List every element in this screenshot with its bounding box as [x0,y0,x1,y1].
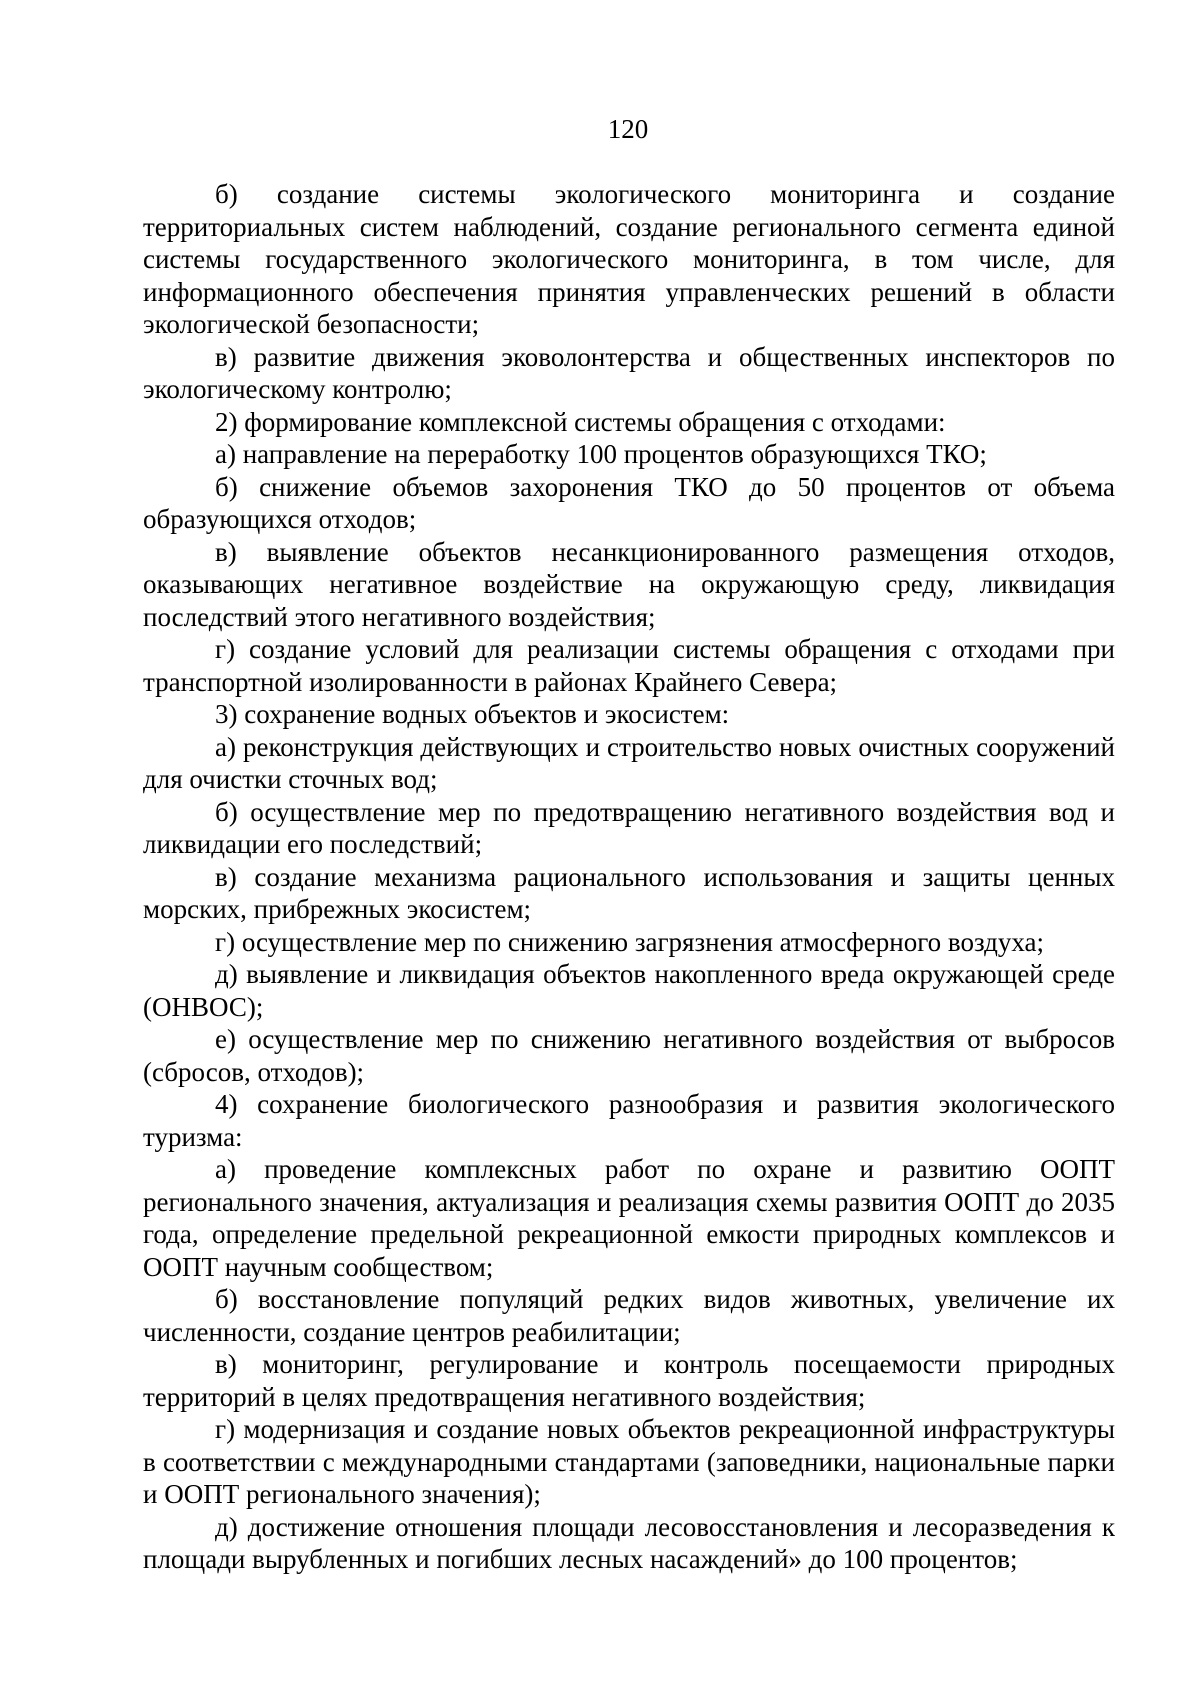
paragraph: 4) сохранение биологического разнообразия и развития экологического туризма: [143,1089,1115,1152]
paragraph: а) реконструкция действующих и строительство новых очистных сооружений для очистки сточных вод; [143,731,1115,794]
paragraph: д) выявление и ликвидация объектов накопленного вреда окружающей среде (ОНВОС); [143,959,1115,1022]
paragraph: д) достижение отношения площади лесовосстановления и лесоразведения к площади вырубленных и погибших лесных насаждений» до 100 процентов; [143,1511,1115,1574]
paragraph: г) создание условий для реализации системы обращения с отходами при транспортной изолированности в районах Крайнего Севера; [143,634,1115,697]
paragraph: б) создание системы экологического мониторинга и создание территориальных систем наблюдений, создание регионального сегмента единой системы государственного экологического мониторинга, в том числе, для информационного обеспечения принятия управленческих решений в области экологической безопасности; [143,179,1115,339]
paragraph: г) модернизация и создание новых объектов рекреационной инфраструктуры в соответствии с международными стандартами (заповедники, национальные парки и ООПТ регионального значения); [143,1414,1115,1509]
paragraph: а) проведение комплексных работ по охране и развитию ООПТ регионального значения, актуализация и реализация схемы развития ООПТ до 2035 года, определение предельной рекреационной емкости природных комплексов и ООПТ научным сообществом; [143,1154,1115,1282]
page-number: 120 [607,114,649,144]
paragraph: в) мониторинг, регулирование и контроль посещаемости природных территорий в целях предотвращения негативного воздействия; [143,1349,1115,1412]
paragraph: б) снижение объемов захоронения ТКО до 50 процентов от объема образующихся отходов; [143,471,1115,534]
paragraph: а) направление на переработку 100 процентов образующихся ТКО; [215,439,987,469]
paragraph: в) создание механизма рационального использования и защиты ценных морских, прибрежных экосистем; [143,861,1115,924]
paragraph: б) осуществление мер по предотвращению негативного воздействия вод и ликвидации его последствий; [143,796,1115,859]
paragraph: г) осуществление мер по снижению загрязнения атмосферного воздуха; [215,926,1044,957]
paragraph: 3) сохранение водных объектов и экосистем: [215,699,730,729]
document-body [143,178,1115,1576]
paragraph: в) развитие движения эковолонтерства и общественных инспекторов по экологическому контролю; [143,341,1115,404]
paragraph: е) осуществление мер по снижению негативного воздействия от выбросов (сбросов, отходов); [143,1024,1115,1087]
paragraph: в) выявление объектов несанкционированного размещения отходов, оказывающих негативное воздействие на окружающую среду, ликвидация последствий этого негативного воздействия; [143,536,1115,632]
paragraph: б) восстановление популяций редких видов животных, увеличение их численности, создание центров реабилитации; [143,1284,1115,1347]
paragraph: 2) формирование комплексной системы обращения с отходами: [215,406,946,437]
